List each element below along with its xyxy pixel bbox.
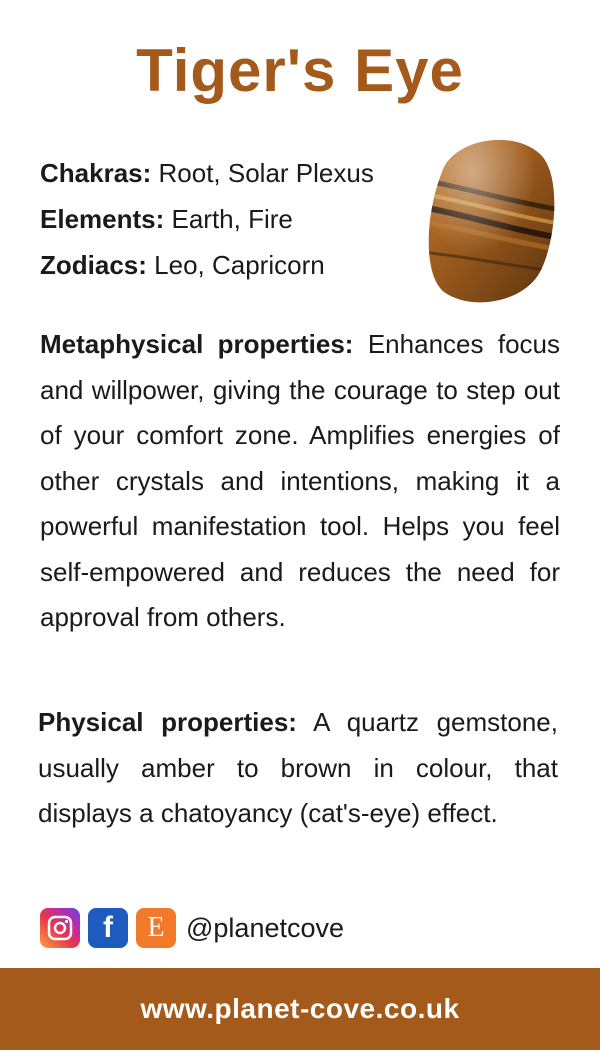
attribute-label: Chakras: — [40, 158, 152, 188]
metaphysical-label: Metaphysical properties: — [40, 329, 354, 359]
physical-text: A quartz gemstone, usually amber to brown in colour, that displays a chatoyancy (cat's-eye) effect. — [38, 707, 558, 828]
metaphysical-text: Enhances focus and willpower, giving the courage to step out of your comfort zone. Amplifies energies of other crystals and intentions, making it a powerful manifestation tool. Helps you feel self-empowered and reduces the need for approval from others. — [40, 329, 560, 632]
attribute-list — [40, 150, 420, 288]
attribute-zodiacs — [40, 242, 420, 288]
attribute-value: Leo, Capricorn — [154, 250, 325, 280]
page-title: Tiger's Eye — [136, 37, 464, 104]
physical-properties — [38, 700, 558, 837]
website-link[interactable]: www.planet-cove.co.uk — [140, 993, 460, 1024]
physical-label: Physical properties: — [38, 707, 297, 737]
etsy-glyph: E — [147, 912, 165, 943]
attribute-elements — [40, 196, 420, 242]
etsy-icon[interactable] — [136, 908, 176, 948]
facebook-icon[interactable] — [88, 908, 128, 948]
attribute-value: Root, Solar Plexus — [158, 158, 374, 188]
tigers-eye-stone-image — [422, 132, 560, 308]
footer-bar — [0, 968, 600, 1050]
metaphysical-properties — [40, 322, 560, 641]
attribute-chakras — [40, 150, 420, 196]
social-handle[interactable]: @planetcove — [186, 912, 345, 943]
attribute-label: Zodiacs: — [40, 250, 147, 280]
facebook-glyph: f — [103, 911, 113, 944]
instagram-icon[interactable] — [40, 908, 80, 948]
attribute-label: Elements: — [40, 204, 165, 234]
attribute-value: Earth, Fire — [171, 204, 293, 234]
social-links — [40, 906, 344, 950]
